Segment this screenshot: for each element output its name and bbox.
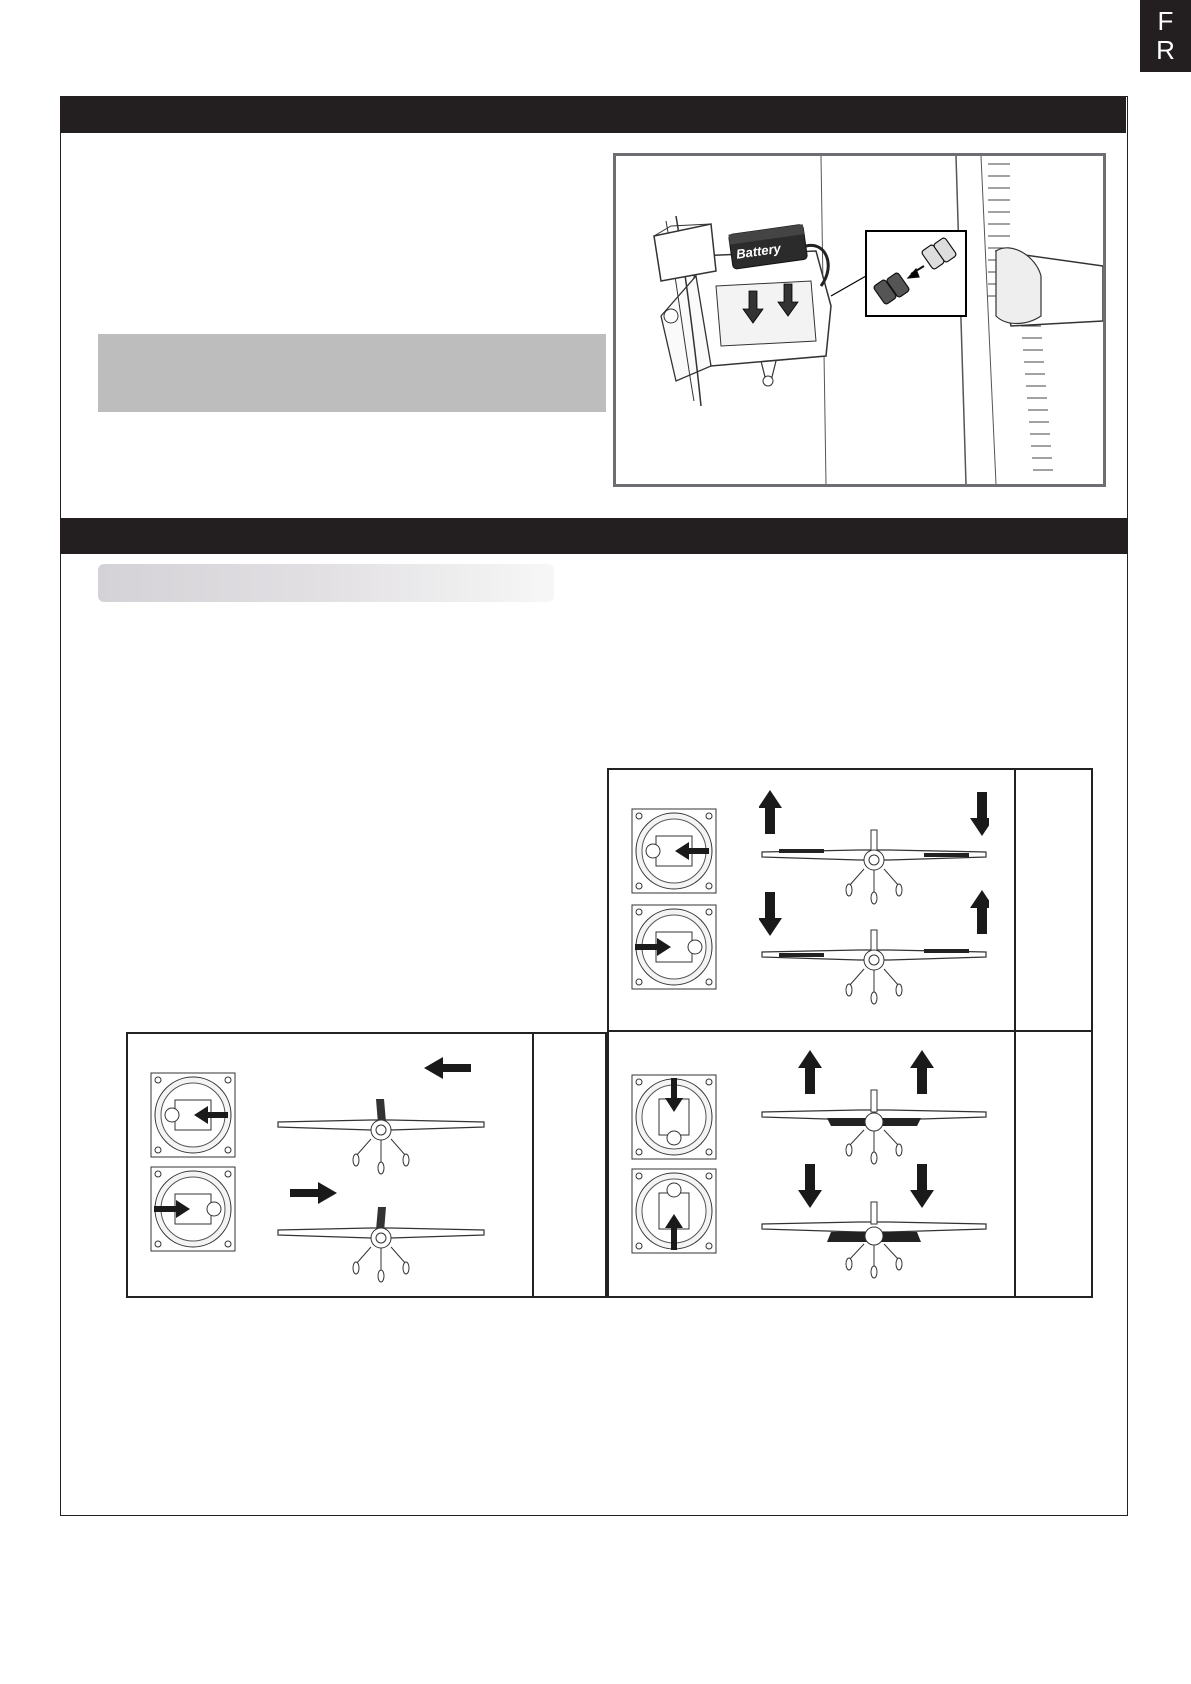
aileron-control-panel <box>607 768 1093 1032</box>
section-header-battery <box>60 97 1126 133</box>
language-tab-letter-1: F <box>1157 6 1174 36</box>
elevator-panel-divider <box>1014 1032 1016 1296</box>
section-header-controls <box>60 518 1128 554</box>
note-box <box>98 334 606 412</box>
transmitter-stick-aileron-left <box>631 808 717 894</box>
language-tab-letter-2: R <box>1156 35 1175 65</box>
transmitter-stick-right <box>150 1166 236 1252</box>
transmitter-stick-aileron-right <box>631 904 717 990</box>
airplane-front-view-elevator-up <box>759 1050 989 1175</box>
rudder-panel-divider <box>532 1034 534 1296</box>
rudder-control-panel <box>126 1032 607 1298</box>
elevator-control-panel <box>607 1030 1093 1298</box>
transmitter-stick-elevator-forward <box>631 1168 717 1254</box>
battery-installation-illustration <box>616 156 1103 484</box>
aileron-panel-divider <box>1014 770 1016 1030</box>
airplane-front-view-roll-right <box>759 890 989 1015</box>
transmitter-stick-left <box>150 1072 236 1158</box>
airplane-front-view-rudder-right <box>276 1202 486 1292</box>
language-tab <box>1140 0 1191 72</box>
transmitter-stick-elevator-back <box>631 1074 717 1160</box>
battery-installation-figure <box>613 153 1106 487</box>
arrow-left-icon <box>423 1056 473 1080</box>
airplane-front-view-rudder-left <box>276 1094 486 1184</box>
airplane-front-view-elevator-down <box>759 1162 989 1287</box>
battery-label: Battery <box>735 240 782 262</box>
subsection-heading-bar <box>98 564 554 602</box>
